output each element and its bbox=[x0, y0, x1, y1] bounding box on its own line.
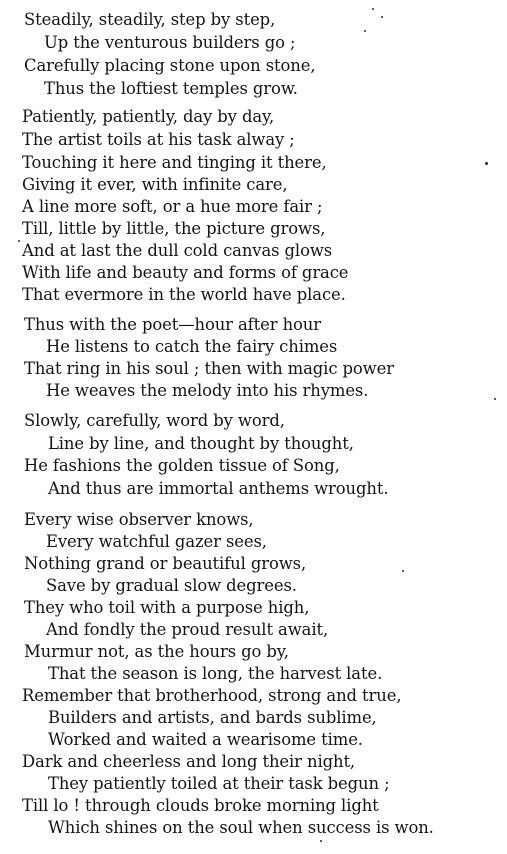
print-speck bbox=[381, 16, 383, 18]
poem-line: Carefully placing stone upon stone, bbox=[24, 56, 316, 75]
poem-line: The artist toils at his task alway ; bbox=[22, 130, 295, 149]
poem-line: Save by gradual slow degrees. bbox=[46, 576, 297, 595]
poem-line: And thus are immortal anthems wrought. bbox=[48, 479, 389, 498]
poem-line: Thus the loftiest temples grow. bbox=[44, 79, 298, 98]
poem-line: Nothing grand or beautiful grows, bbox=[24, 554, 307, 573]
poem-line: Every watchful gazer sees, bbox=[46, 532, 267, 551]
poem-line: They patiently toiled at their task begun ; bbox=[48, 774, 390, 793]
poem-line: Builders and artists, and bards sublime, bbox=[48, 708, 377, 727]
poem-line: A line more soft, or a hue more fair ; bbox=[22, 197, 323, 216]
poem-line: Steadily, steadily, step by step, bbox=[24, 10, 276, 29]
poem-line: Thus with the poet—hour after hour bbox=[24, 315, 321, 334]
poem-line: Which shines on the soul when success is won. bbox=[48, 818, 434, 837]
poem-line: Remember that brotherhood, strong and true, bbox=[22, 686, 402, 705]
poem-line: Patiently, patiently, day by day, bbox=[22, 107, 275, 126]
poem-line: Worked and waited a wearisome time. bbox=[48, 730, 363, 749]
print-speck bbox=[364, 30, 366, 32]
print-speck bbox=[18, 240, 20, 242]
print-speck bbox=[402, 570, 404, 572]
poem-line: Giving it ever, with infinite care, bbox=[22, 175, 288, 194]
print-speck bbox=[320, 840, 322, 842]
poem-line: He fashions the golden tissue of Song, bbox=[24, 456, 340, 475]
poem-line: That ring in his soul ; then with magic power bbox=[24, 359, 394, 378]
poem-line: Touching it here and tinging it there, bbox=[22, 153, 327, 172]
poem-line: Murmur not, as the hours go by, bbox=[24, 642, 289, 661]
poem-line: Slowly, carefully, word by word, bbox=[24, 411, 285, 430]
poem-line: Till lo ! through clouds broke morning light bbox=[22, 796, 379, 815]
poem-line: He weaves the melody into his rhymes. bbox=[46, 381, 369, 400]
poem-line: That evermore in the world have place. bbox=[22, 285, 346, 304]
poem-line: Till, little by little, the picture grows, bbox=[22, 219, 326, 238]
poem-line: With life and beauty and forms of grace bbox=[22, 263, 349, 282]
poem-line: That the season is long, the harvest late. bbox=[48, 664, 383, 683]
poem-line: Every wise observer knows, bbox=[24, 510, 254, 529]
poem-line: They who toil with a purpose high, bbox=[24, 598, 310, 617]
poem-line: And at last the dull cold canvas glows bbox=[22, 241, 333, 260]
print-speck bbox=[372, 8, 374, 10]
poem-line: He listens to catch the fairy chimes bbox=[46, 337, 338, 356]
poem-line: Dark and cheerless and long their night, bbox=[22, 752, 356, 771]
poem-line: And fondly the proud result await, bbox=[46, 620, 329, 639]
print-speck bbox=[494, 398, 496, 400]
print-speck bbox=[485, 162, 488, 165]
poem-line: Line by line, and thought by thought, bbox=[48, 434, 354, 453]
poem-line: Up the venturous builders go ; bbox=[44, 33, 296, 52]
